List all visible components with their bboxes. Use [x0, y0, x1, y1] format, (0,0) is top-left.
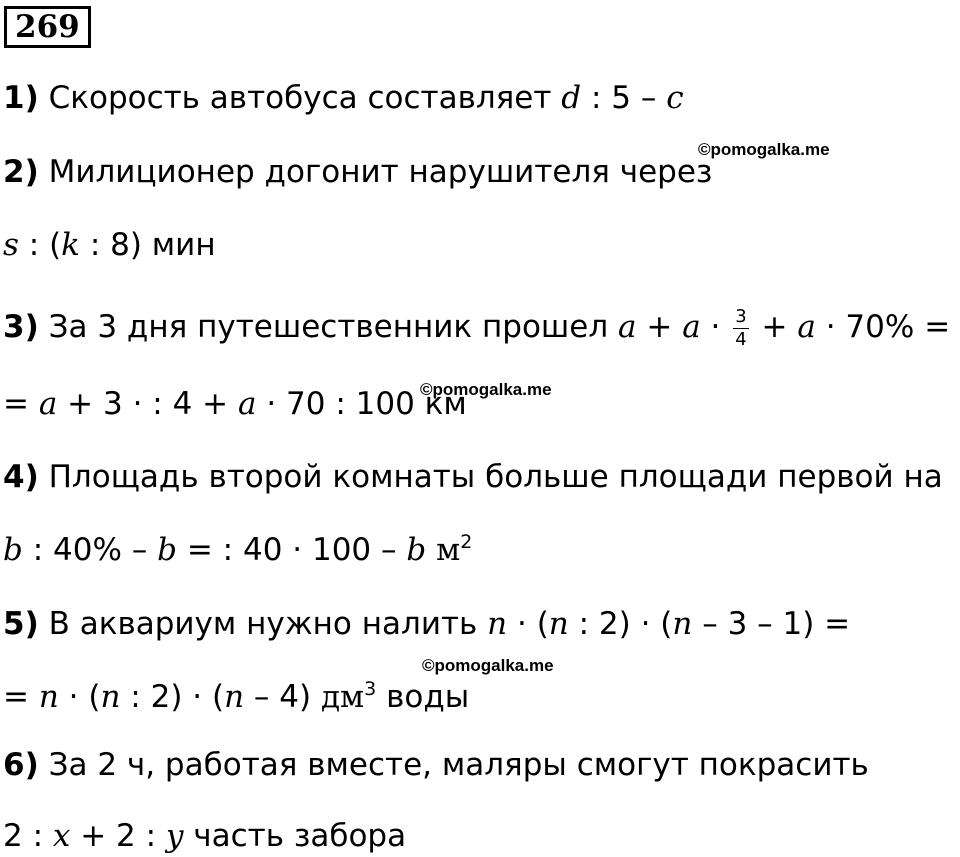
var-d: d	[561, 80, 582, 116]
item-2-expr-b: : 8) мин	[79, 227, 216, 263]
item-2-expr-a: : (	[18, 227, 62, 263]
item-5-text: В аквариум нужно налить	[38, 606, 488, 642]
item-5-expr: =	[3, 679, 39, 715]
var-a: a	[682, 309, 701, 345]
item-5-expr: воды	[376, 679, 470, 715]
var-a: a	[797, 309, 816, 345]
unit-dm3: дм	[320, 679, 365, 715]
fraction-numerator: 3	[735, 306, 747, 327]
exponent: 3	[364, 678, 377, 700]
var-a: a	[38, 386, 58, 422]
item-4-line	[3, 457, 943, 497]
item-5-op: · (	[507, 606, 549, 642]
item-4-text: Площадь второй комнаты больше площади первой на	[38, 459, 943, 495]
item-3-op: · 70% =	[815, 309, 951, 345]
exponent: 2	[460, 531, 473, 553]
var-s: s	[3, 227, 19, 263]
item-3-op: +	[636, 309, 683, 345]
item-3-number: 3)	[3, 309, 39, 345]
item-2-line-2	[3, 225, 216, 265]
item-4-line-2	[3, 530, 472, 570]
var-n: n	[548, 606, 569, 642]
item-5-op: – 3 – 1) =	[692, 606, 851, 642]
item-3-expr: · 70 : 100 км	[256, 386, 467, 422]
watermark: ©pomogalka.me	[422, 656, 554, 675]
var-x: x	[52, 818, 71, 854]
item-6-expr: 2 :	[3, 818, 53, 854]
item-4-number: 4)	[3, 459, 39, 495]
item-6-expr: часть забора	[183, 818, 407, 854]
var-y: y	[165, 818, 184, 854]
item-5-number: 5)	[3, 606, 39, 642]
var-b: b	[3, 532, 23, 568]
item-3-line	[3, 306, 950, 351]
var-c: c	[666, 80, 684, 116]
item-1-text: Скорость автобуса составляет	[38, 80, 562, 116]
item-1-op: : 5 –	[581, 80, 667, 116]
item-5-line-2	[3, 677, 469, 717]
var-n: n	[100, 679, 121, 715]
var-n: n	[38, 679, 59, 715]
var-b: b	[406, 532, 427, 568]
item-6-line-2	[3, 816, 406, 856]
item-3-text: За 3 дня путешественник прошел	[38, 309, 619, 345]
watermark: ©pomogalka.me	[698, 140, 830, 159]
item-5-expr: – 4)	[244, 679, 321, 715]
watermark: ©pomogalka.me	[420, 380, 552, 399]
var-b: b	[157, 532, 177, 568]
item-1-line	[3, 78, 684, 118]
fraction	[733, 306, 748, 351]
item-5-line	[3, 604, 850, 644]
item-3-expr: + 3 · : 4 +	[57, 386, 238, 422]
item-5-op: : 2) · (	[568, 606, 673, 642]
unit-m2: м	[426, 532, 461, 568]
item-3-line-2	[3, 384, 467, 424]
fraction-denominator: 4	[735, 329, 747, 350]
item-6-number: 6)	[3, 747, 39, 783]
item-6-line	[3, 745, 869, 785]
item-2-number: 2)	[3, 154, 39, 190]
var-n: n	[224, 679, 245, 715]
var-n: n	[672, 606, 693, 642]
item-5-expr: : 2) · (	[120, 679, 225, 715]
problem-number: 269	[4, 6, 91, 48]
item-3-op: +	[751, 309, 798, 345]
var-n: n	[487, 606, 508, 642]
item-2-text: Милиционер догонит нарушителя через	[38, 154, 713, 190]
item-6-expr: + 2 :	[70, 818, 166, 854]
item-2-line	[3, 152, 712, 192]
item-4-expr: : 40% –	[22, 532, 158, 568]
item-1-number: 1)	[3, 80, 39, 116]
item-5-expr: · (	[58, 679, 101, 715]
var-a: a	[618, 309, 637, 345]
item-6-text: За 2 ч, работая вместе, маляры смогут покрасить	[38, 747, 869, 783]
item-3-expr: =	[3, 386, 39, 422]
var-a: a	[238, 386, 257, 422]
var-k: k	[61, 227, 80, 263]
item-4-expr: = : 40 · 100 –	[176, 532, 407, 568]
item-3-op: ·	[700, 309, 731, 345]
